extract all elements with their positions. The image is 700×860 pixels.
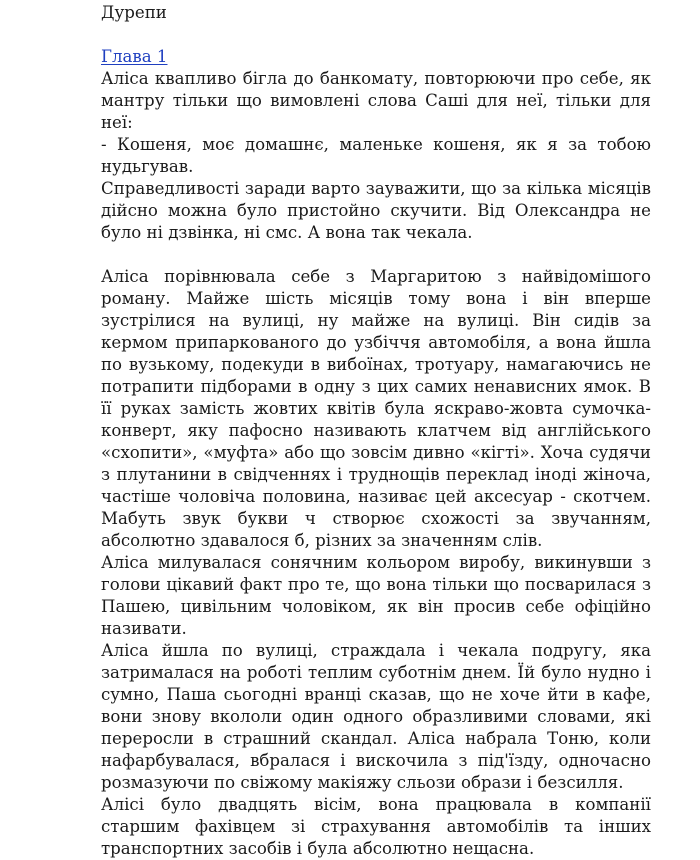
blank-line	[101, 24, 651, 46]
paragraph: Аліса порівнювала себе з Маргаритою з найвідомішого роману. Майже шість місяців тому вона і він вперше зустрілися на вулиці, ну майже на вулиці. Він сидів за кермом припаркованого до узбіччя автомобіля, а вона йшла по вузькому, подекуди в вибоїнах, тротуару, намагаючись не потрапити підборами в одну з цих самих ненависних ямок. В її руках замість жовтих квітів була яскраво-жовта сумочка-конверт, яку пафосно називають клатчем від англійського «схопити», «муфта» або що зовсім дивно «кігті». Хоча судячи з плутанини в свідченнях і труднощів переклад іноді жіноча, частіше чоловіча половина, називає цей аксесуар - скотчем. Мабуть звук букви ч створює схожості за звучанням, абсолютно здавалося б, різних за значенням слів.	[101, 267, 651, 550]
paragraph: Справедливості заради варто зауважити, що за кілька місяців дійсно можна було пристойно скучити. Від Олександра не було ні дзвінка, ні смс. А вона так чекала.	[101, 179, 651, 242]
chapter-1-link[interactable]: Глава 1	[101, 47, 168, 66]
document-title: Дурепи	[101, 3, 167, 22]
document-page	[101, 2, 651, 860]
blank-line	[101, 244, 651, 266]
paragraph: Аліса йшла по вулиці, страждала і чекала подругу, яка затрималася на роботі теплим суботнім днем. Їй було нудно і сумно, Паша сьогодні вранці сказав, що не хоче йти в кафе, вони знову вкололи один одного образливими словами, які переросли в страшний скандал. Аліса набрала Тоню, коли нафарбувалася, вбралася і вискочила з під'їзду, одночасно розмазуючи по свіжому макіяжу сльози образи і безсилля.	[101, 641, 651, 792]
paragraph: Алісі було двадцять вісім, вона працювала в компанії старшим фахівцем зі страхування автомобілів та інших транспортних засобів і була абсолютно нещасна.	[101, 795, 651, 858]
paragraph: Аліса квапливо бігла до банкомату, повторюючи про себе, як мантру тільки що вимовлені слова Саші для неї, тільки для неї:	[101, 69, 651, 132]
paragraph: - Кошеня, моє домашнє, маленьке кошеня, як я за тобою нудьгував.	[101, 135, 651, 176]
paragraph: Аліса милувалася сонячним кольором виробу, викинувши з голови цікавий факт про те, що вона тільки що посварилася з Пашею, цивільним чоловіком, як він просив себе офіційно називати.	[101, 553, 651, 638]
